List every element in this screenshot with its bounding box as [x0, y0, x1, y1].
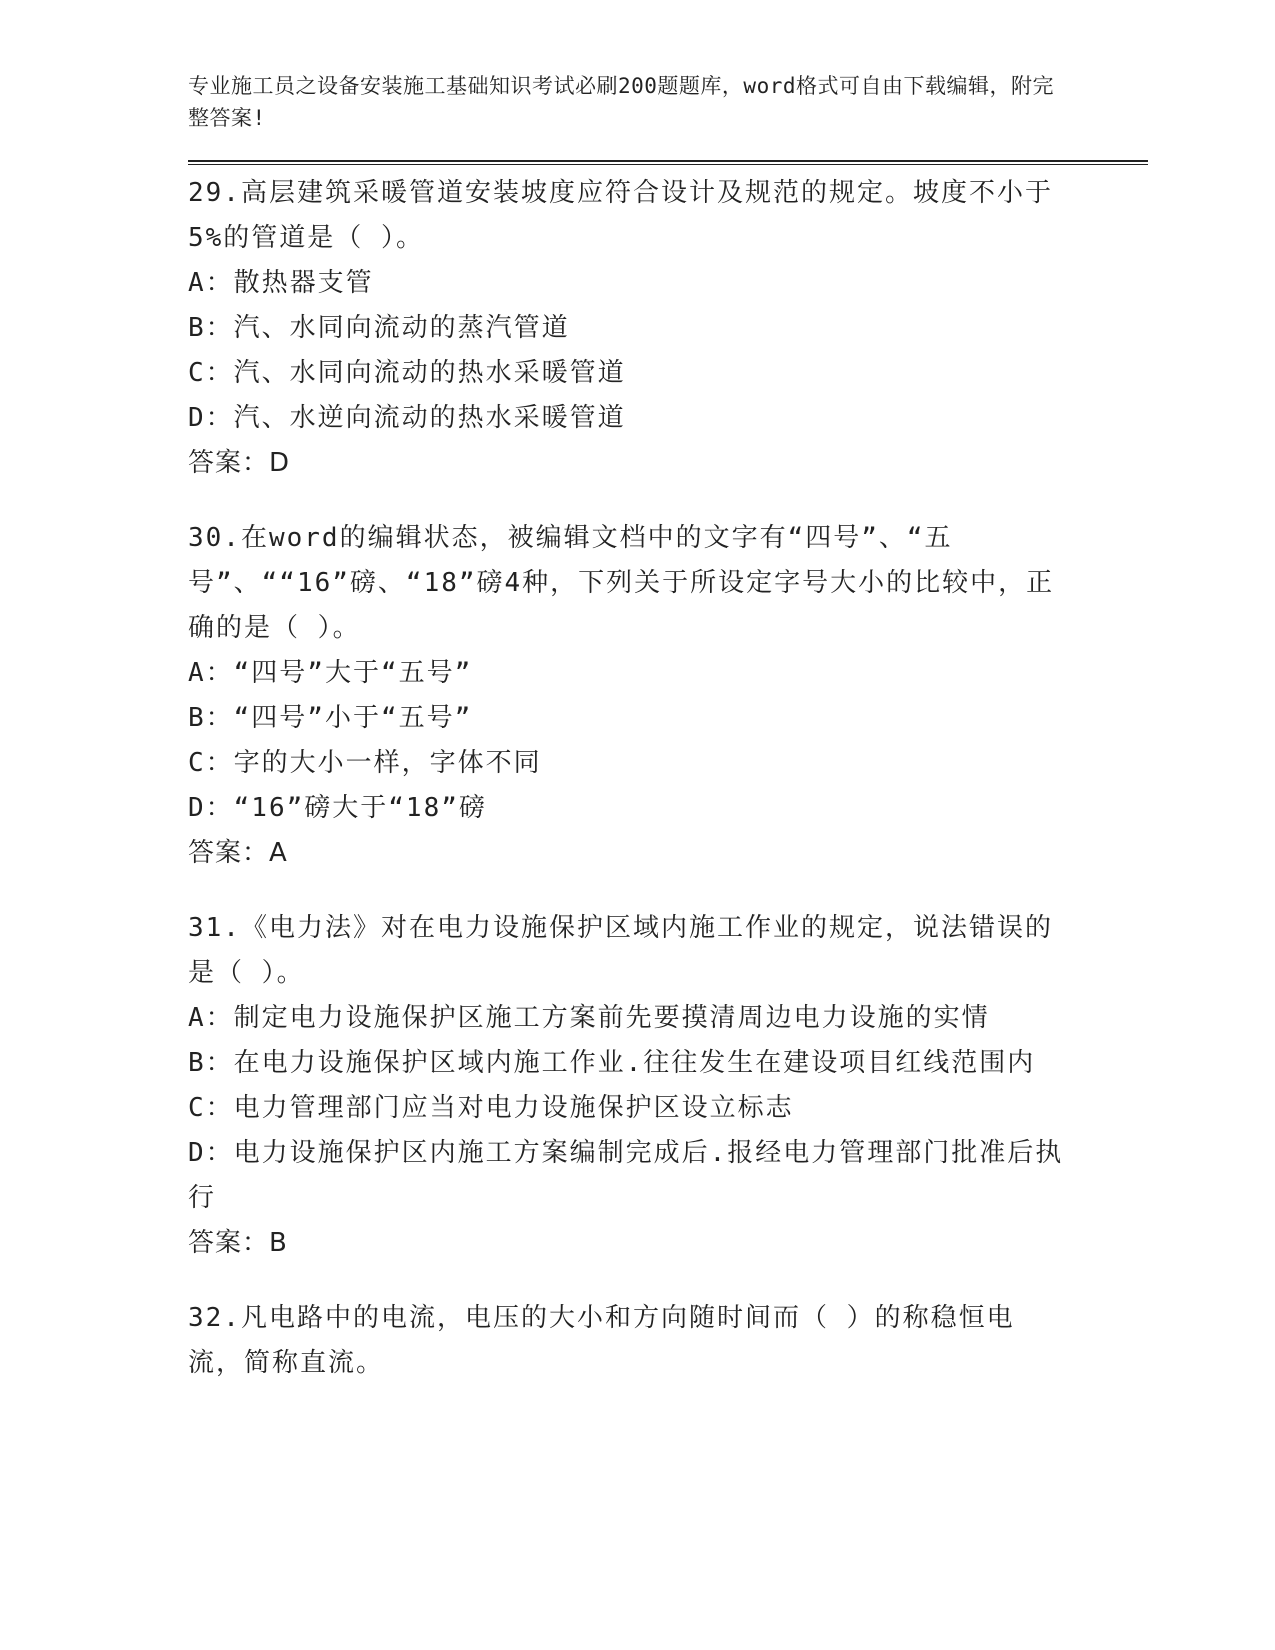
question-31 — [188, 906, 1148, 1266]
option-c: C：电力管理部门应当对电力设施保护区设立标志 — [188, 1093, 794, 1123]
option-a: A：制定电力设施保护区施工方案前先要摸清周边电力设施的实情 — [188, 1003, 990, 1033]
answer: 答案：B — [188, 1228, 288, 1258]
question-text: 29.高层建筑采暖管道安装坡度应符合设计及规范的规定。坡度不小于5%的管道是（ ）。 — [188, 178, 1053, 253]
option-d: D：“16”磅大于“18”磅 — [188, 793, 487, 823]
option-c: C：字的大小一样，字体不同 — [188, 748, 542, 778]
double-rule — [188, 160, 1148, 165]
question-text: 31.《电力法》对在电力设施保护区域内施工作业的规定，说法错误的是（ ）。 — [188, 913, 1053, 988]
option-d: D：电力设施保护区内施工方案编制完成后.报经电力管理部门批准后执行 — [188, 1138, 1064, 1213]
answer: 答案：A — [188, 838, 288, 868]
option-c: C：汽、水同向流动的热水采暖管道 — [188, 358, 626, 388]
question-32 — [188, 1296, 1148, 1386]
option-a: A：“四号”大于“五号” — [188, 658, 473, 688]
option-d: D：汽、水逆向流动的热水采暖管道 — [188, 403, 626, 433]
document-page — [188, 70, 1148, 1416]
question-text: 30.在word的编辑状态，被编辑文档中的文字有“四号”、“五号”、““16”磅、“18”磅4种，下列关于所设定字号大小的比较中，正确的是（ ）。 — [188, 523, 1055, 643]
question-29 — [188, 171, 1148, 486]
option-b: B：在电力设施保护区域内施工作业.往往发生在建设项目红线范围内 — [188, 1048, 1036, 1078]
question-30 — [188, 516, 1148, 876]
answer: 答案：D — [188, 448, 291, 478]
document-header: 专业施工员之设备安装施工基础知识考试必刷200题题库，word格式可自由下载编辑，附完整答案! — [188, 74, 1054, 130]
question-text: 32.凡电路中的电流，电压的大小和方向随时间而（ ）的称稳恒电流，简称直流。 — [188, 1303, 1015, 1378]
header-divider — [188, 160, 1148, 165]
option-a: A：散热器支管 — [188, 268, 374, 298]
option-b: B：汽、水同向流动的蒸汽管道 — [188, 313, 570, 343]
option-b: B：“四号”小于“五号” — [188, 703, 473, 733]
